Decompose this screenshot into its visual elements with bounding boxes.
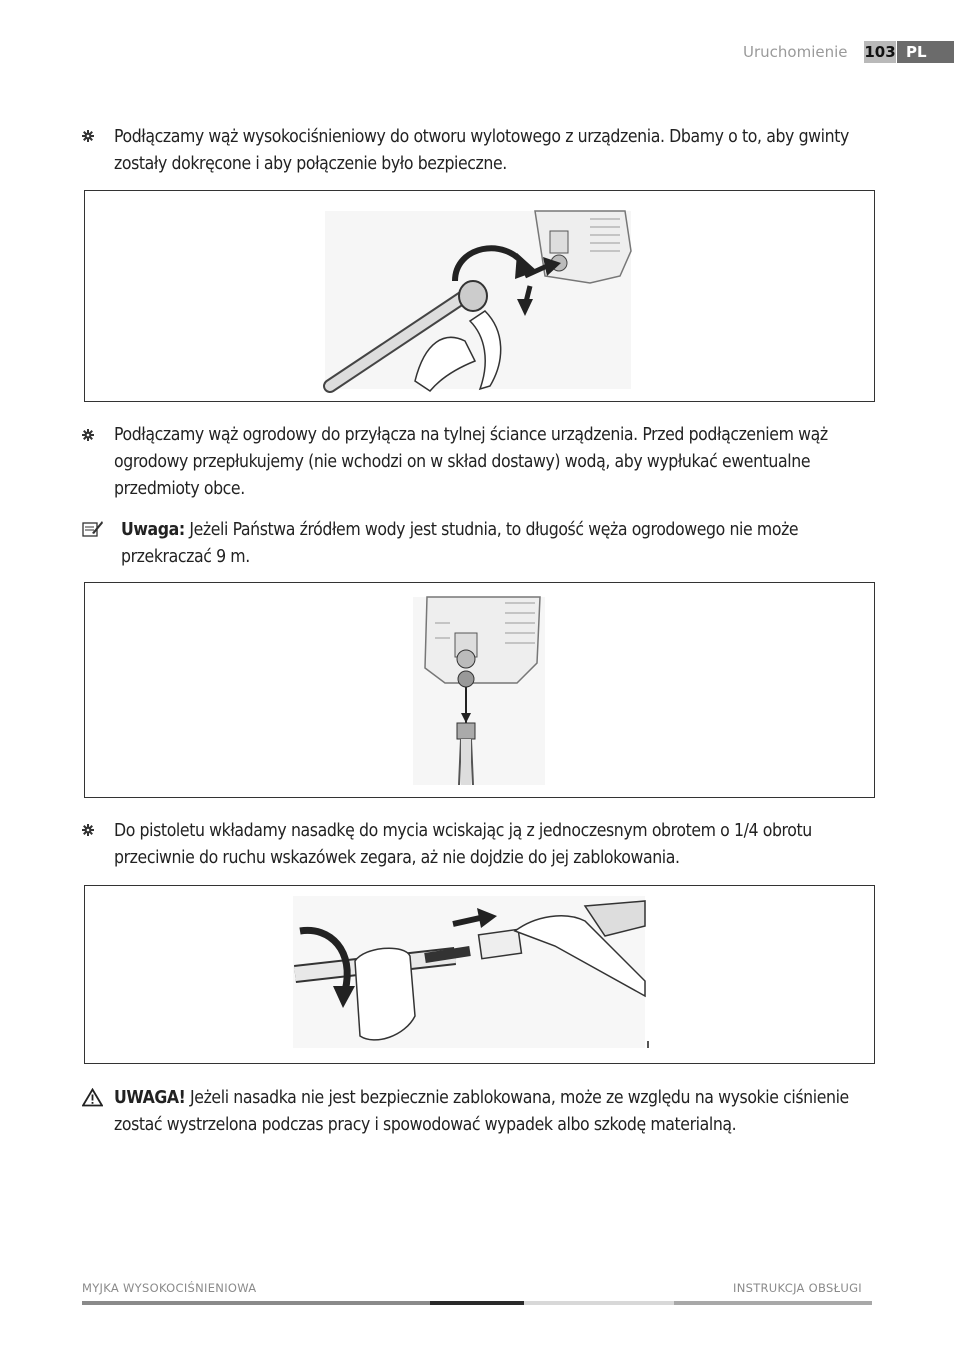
page-number: 103	[864, 43, 896, 61]
note-text: Jeżeli Państwa źródłem wody jest studnia, to długość węża ogrodowego nie może przekraczać 9 m.	[121, 520, 799, 567]
warning-text: Jeżeli nasadka nie jest bezpiecznie zablokowana, może ze względu na wysokie ciśnienie zostać wystrzelona podczas pracy i spowodować wypadek albo szkodę materialną.	[114, 1088, 849, 1135]
warning-paragraph	[114, 1085, 874, 1139]
footer-bar-segment	[674, 1301, 872, 1305]
step-2-text: Podłączamy wąż ogrodowy do przyłącza na tylnej ściance urządzenia. Przed podłączeniem wąż ogrodowy przepłukujemy (nie wchodzi on w skład dostawy) wodą, aby wypłukać ewentualne przedmioty obce.	[114, 425, 828, 499]
footer-bar-segment	[524, 1301, 674, 1305]
gear-bullet-icon	[82, 130, 94, 142]
nozzle-insert-illustration	[85, 886, 874, 1063]
language-tab: PL	[897, 41, 954, 63]
footer-product-name: MYJKA WYSOKOCIŚNIENIOWA	[82, 1281, 257, 1295]
header-section-title: Uruchomienie	[743, 43, 848, 61]
warning-label: UWAGA!	[114, 1088, 186, 1108]
hose-connection-illustration	[85, 191, 874, 401]
footer-bar-segment	[82, 1301, 430, 1305]
note-label: Uwaga:	[121, 520, 185, 540]
gear-bullet-icon	[82, 824, 94, 836]
figure-garden-hose	[84, 582, 875, 798]
note-icon	[82, 520, 104, 538]
gear-bullet-icon	[82, 429, 94, 441]
figure-nozzle-insert	[84, 885, 875, 1064]
note-paragraph	[121, 517, 871, 571]
footer-bar-segment	[430, 1301, 524, 1305]
figure-hose-connection	[84, 190, 875, 402]
step-3-text: Do pistoletu wkładamy nasadkę do mycia wciskając ją z jednoczesnym obrotem o 1/4 obrotu przeciwnie do ruchu wskazówek zegara, aż nie dojdzie do jej zablokowania.	[114, 821, 812, 868]
warning-triangle-icon	[82, 1088, 103, 1107]
garden-hose-illustration	[85, 583, 874, 797]
footer-manual-title: INSTRUKCJA OBSŁUGI	[733, 1281, 863, 1295]
step-1-text: Podłączamy wąż wysokociśnieniowy do otworu wylotowego z urządzenia. Dbamy o to, aby gwinty zostały dokręcone i aby połączenie było bezpieczne.	[114, 127, 849, 174]
